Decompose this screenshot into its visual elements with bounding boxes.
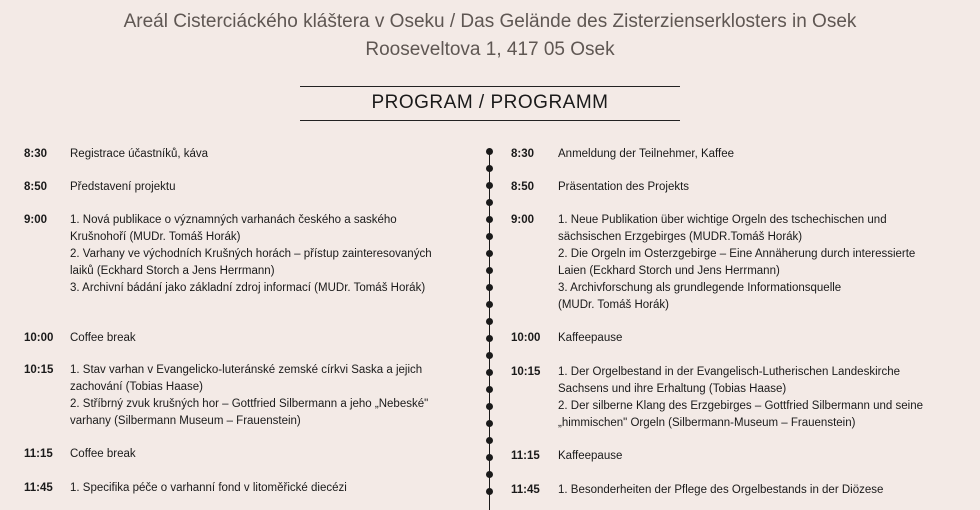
- timeline-dot: [486, 148, 493, 155]
- timeline-dot: [486, 199, 493, 206]
- row-time: 9:00: [24, 214, 48, 226]
- timeline-dot: [486, 369, 493, 376]
- timeline-dot: [486, 301, 493, 308]
- timeline-dot: [486, 352, 493, 359]
- row-time: 8:30: [511, 148, 535, 160]
- timeline-dot: [486, 165, 493, 172]
- row-text: Kaffeepause: [558, 450, 623, 462]
- timeline-dot: [486, 386, 493, 393]
- timeline-dot: [486, 488, 493, 495]
- timeline-dot: [486, 403, 493, 410]
- row-text: Kaffeepause: [558, 332, 623, 344]
- program-title: PROGRAM / PROGRAMM: [300, 86, 680, 121]
- address-line: Rooseveltova 1, 417 05 Osek: [365, 39, 615, 60]
- row-text: Präsentation des Projekts: [558, 181, 690, 193]
- venue-line: Areál Cisterciáckého kláštera v Oseku / Das Gelände des Zisterzienserklosters in Osek: [123, 11, 857, 32]
- timeline-dot: [486, 437, 493, 444]
- timeline-dot: [486, 318, 493, 325]
- timeline-dot: [486, 454, 493, 461]
- timeline-dot: [486, 182, 493, 189]
- row-time: 8:30: [24, 148, 48, 160]
- timeline-dot: [486, 216, 493, 223]
- row-text: Registrace účastníků, káva: [70, 148, 209, 160]
- row-text: 1. Der Orgelbestand in der Evangelisch-Lutherischen Landeskirche Sachsens und ihre Erhaltung (Tobias Haase) 2. Der silberne Klang des Erzgebirges – Gottfried Silbermann und seine „himmischen" Orgeln (Silbermann-Museum – Frauenstein): [558, 366, 924, 429]
- row-text: 1. Neue Publikation über wichtige Orgeln des tschechischen und sächsischen Erzgebirges (MUDR.Tomáš Horák) 2. Die Orgeln im Osterzgebirge – Eine Annäherung durch interessierte Laien (Eckhard Storch und Jens Herrmann) 3. Archivforschung als grundlegende Informationsquelle (MUDr. Tomáš Horák): [558, 214, 916, 311]
- row-text: Coffee break: [70, 332, 136, 344]
- row-time: 10:00: [24, 332, 54, 344]
- timeline-dot: [486, 284, 493, 291]
- row-text: 1. Stav varhan v Evangelicko-luteránské zemské církvi Saska a jejich zachování (Tobias Haase) 2. Stříbrný zvuk krušných hor – Gottfried Silbermann a jeho „Nebeské" varhany (Silbermann Museum – Frauenstein): [70, 364, 429, 427]
- row-time: 10:00: [511, 332, 541, 344]
- row-time: 11:45: [511, 484, 540, 496]
- row-time: 10:15: [511, 366, 541, 378]
- row-text: 1. Specifika péče o varhanní fond v litoměřické diecézi: [70, 482, 347, 494]
- row-time: 9:00: [511, 214, 535, 226]
- row-time: 10:15: [24, 364, 54, 376]
- row-text: Anmeldung der Teilnehmer, Kaffee: [558, 148, 735, 160]
- row-text: Představení projektu: [70, 181, 176, 193]
- row-time: 8:50: [24, 181, 48, 193]
- timeline-dot: [486, 335, 493, 342]
- row-time: 11:15: [24, 448, 53, 460]
- timeline-dot: [486, 250, 493, 257]
- row-text: 1. Besonderheiten der Pflege des Orgelbestands in der Diözese: [558, 484, 884, 496]
- row-time: 11:15: [511, 450, 540, 462]
- row-time: 8:50: [511, 181, 535, 193]
- timeline-dot: [486, 420, 493, 427]
- timeline-dot: [486, 233, 493, 240]
- row-text: Coffee break: [70, 448, 136, 460]
- row-text: 1. Nová publikace o významných varhanách českého a saského Krušnohoří (MUDr. Tomáš Horák) 2. Varhany ve východních Krušných horách – přístup zainteresovaných laiků (Eckhard Storch a Jens Herrmann) 3. Archivní bádání jako základní zdroj informací (MUDr. Tomáš Horák): [70, 214, 432, 294]
- header: [0, 8, 980, 64]
- timeline-dot: [486, 471, 493, 478]
- row-time: 11:45: [24, 482, 53, 494]
- timeline-dot: [486, 267, 493, 274]
